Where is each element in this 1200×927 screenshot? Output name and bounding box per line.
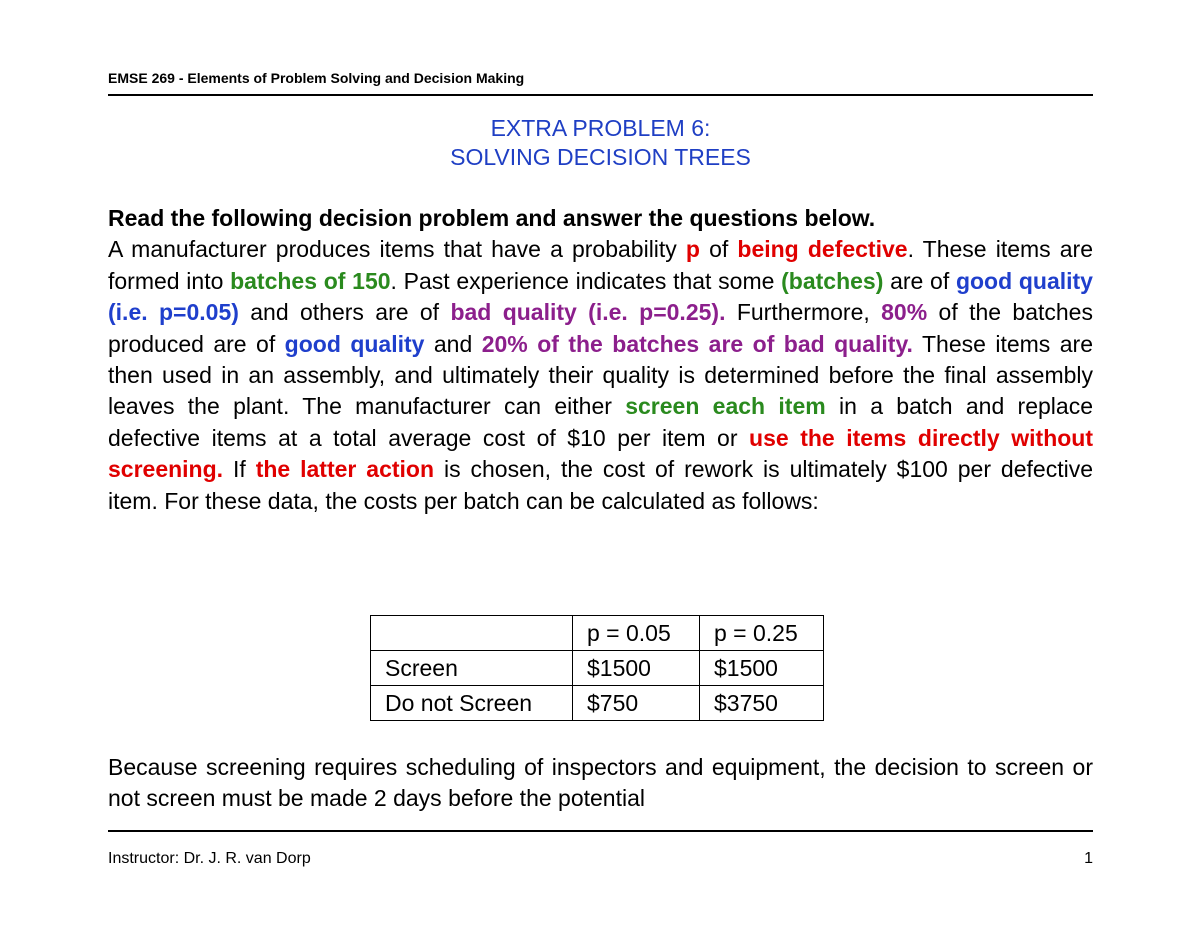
title-line-1: EXTRA PROBLEM 6: (490, 115, 711, 141)
table-cell: $1500 (700, 651, 824, 686)
footer-divider (108, 830, 1093, 832)
highlight-screen-each-item: screen each item (625, 393, 826, 420)
text-segment: and others are of (238, 299, 451, 326)
problem-paragraph (108, 234, 1093, 517)
table-cell: $1500 (573, 651, 700, 686)
highlight-good-quality: good quality (284, 330, 425, 357)
text-segment: . These items are formed into (108, 236, 1094, 294)
bottom-paragraph: Because screening requires scheduling of inspectors and equipment, the decision to screen or not screen must be made 2 days before the potential (108, 754, 1093, 812)
highlight-latter-action: the latter action (255, 456, 435, 483)
table-header-cell: p = 0.25 (700, 616, 824, 651)
course-header: EMSE 269 - Elements of Problem Solving and Decision Making (108, 70, 525, 86)
text-segment: . Past experience indicates that some (390, 267, 782, 294)
page-number: 1 (1084, 850, 1093, 867)
highlight-good-quality-p: good quality (i.e. p=0.05) (108, 267, 1093, 326)
title-line-2: SOLVING DECISION TREES (450, 144, 751, 170)
highlight-being-defective: being defective (737, 236, 908, 263)
table-header-cell (371, 616, 573, 651)
text-segment: A manufacturer produces items that have a probability (108, 236, 686, 263)
table-cell: Screen (371, 651, 573, 686)
text-segment: Furthermore, (725, 299, 882, 326)
highlight-batches: (batches) (781, 267, 884, 294)
text-segment: If (223, 456, 256, 483)
page-title (108, 114, 1093, 172)
text-segment: of (699, 236, 738, 263)
problem-statement (108, 203, 1093, 517)
table-cell: $750 (573, 686, 700, 721)
text-segment: of the batches produced are of (108, 299, 1093, 357)
text-segment: is chosen, the cost of rework is ultimately $100 per defective item. For these data, the costs per batch can be calculated as follows: (108, 456, 1093, 514)
highlight-20-percent-bad: 20% of the batches are of bad quality. (481, 330, 913, 357)
table-header-cell: p = 0.05 (573, 616, 700, 651)
highlight-p: p (685, 236, 700, 263)
highlight-80-percent: 80% (881, 299, 928, 326)
footer-instructor: Instructor: Dr. J. R. van Dorp (108, 850, 311, 867)
table-cell: $3750 (700, 686, 824, 721)
text-segment: These items are then used in an assembly, and ultimately their quality is determined before the final assembly leaves the plant. The manufacturer can either (108, 330, 1093, 420)
table-header-row (371, 616, 824, 651)
intro-heading: Read the following decision problem and answer the questions below. (108, 205, 876, 231)
highlight-use-items-directly: use the items directly without screening. (108, 424, 1093, 483)
highlight-batches-of-150: batches of 150 (230, 267, 391, 294)
table-row (371, 651, 824, 686)
cost-table (370, 615, 824, 721)
table-row (371, 686, 824, 721)
text-segment: and (424, 330, 482, 357)
header-divider (108, 94, 1093, 96)
highlight-bad-quality-p: bad quality (i.e. p=0.25). (450, 299, 726, 326)
text-segment: in a batch and replace defective items at a total average cost of $10 per item or (108, 393, 1093, 451)
table-cell: Do not Screen (371, 686, 573, 721)
text-segment: are of (883, 267, 956, 294)
